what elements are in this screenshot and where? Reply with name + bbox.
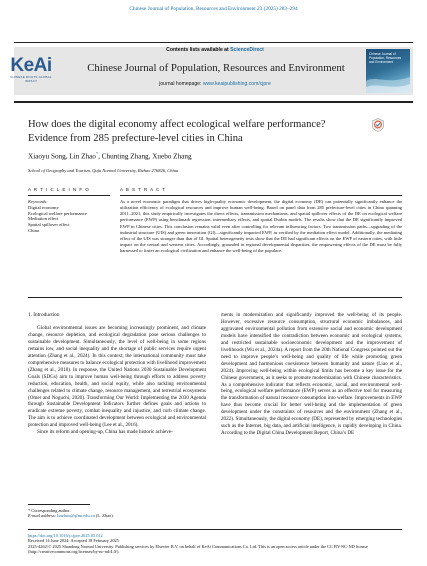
author-list	[28, 151, 192, 160]
title-line-2: Evidence from 285 prefecture-level cities in China	[28, 132, 243, 144]
email-label: E-mail address:	[28, 513, 58, 519]
contents-line	[80, 47, 350, 53]
license-statement: 2325-4262/© 2025 Shandong Normal University. Publishing services by Elsevier B.V. on behalf of KeAi Communications Co. Ltd. This is an open access article under the CC BY-NC-ND license (http://creativecommons.org/licenses/by-nc-nd/4.0/).	[28, 543, 368, 554]
keyword-list	[28, 205, 87, 234]
intro-paragraph-2: Since its reform and opening-up, China has made historic achieve-	[37, 429, 173, 436]
received-dates: Received 14 June 2024; Accepted 18 February 2025	[28, 538, 119, 544]
keywords-label: Keywords:	[28, 199, 48, 204]
check-for-updates-icon[interactable]	[372, 118, 384, 132]
cover-title: Chinese Journal of Population, Resources and Environment	[369, 52, 402, 64]
journal-title: Chinese Journal of Population, Resources and Environment	[87, 62, 345, 74]
journal-cover-image[interactable]	[366, 49, 410, 93]
authors-lead: Xiaoyu Song, Lin Zhao	[28, 152, 96, 161]
abstract-rule	[120, 195, 402, 196]
abstract-bottom-rule	[28, 297, 402, 298]
keyword-item: Digital economy	[28, 205, 59, 210]
keyword-item: Ecological welfare performance	[28, 210, 87, 216]
article-title	[28, 118, 348, 145]
intro-right-column	[221, 312, 402, 437]
sciencedirect-link[interactable]: ScienceDirect	[230, 47, 264, 53]
keyword-item: China	[28, 227, 39, 233]
article-info-heading: A R T I C L E I N F O	[28, 187, 90, 192]
title-line-1: How does the digital economy affect ecological welfare performance?	[28, 119, 326, 130]
homepage-link[interactable]: www.keaipublishing.com/cjpre	[202, 81, 271, 87]
email-link[interactable]: linzhao@qfnu.edu.cn	[57, 513, 95, 519]
corresponding-author-mark[interactable]: *	[95, 151, 99, 156]
cover-wave-graphic	[366, 49, 410, 93]
intro-paragraph-1: Global environmental issues are becoming increasingly prominent, and climate change, resource depletion, and ecological degradation pose serious challenges to sustainable development. Simultaneously, the level of well-being in some regions remains low, and social inequality and the shortage of public services require urgent attention (Zhang et al., 2024). In this context, the international community must take comprehensive measures to balance ecological protection with livelihood improvement (Zhang et al., 2018). In response, the United Nations 2030 Sustainable Development Goals (SDGs) aim to improve human well-being through efforts to address poverty reduction, education, health, and social equity, while also tackling environmental challenges related to climate change, resource management, and terrestrial ecosystems (Omer and Noguchi, 2020). Transforming Our World: Implementing the 2030 Agenda through Sustainable Development Indicators further defines goals and actions to eradicate extreme poverty, combat inequality and injustice, and curb climate change. The aim is to achieve coordinated development between ecological and environmental protection and improved well-being (Lee et al., 2016).	[28, 325, 206, 429]
affiliation: School of Geography and Tourism, Qufu Normal University, Rizhao 276826, China	[28, 168, 179, 173]
header-top-rule	[14, 42, 413, 43]
keai-logo[interactable]	[10, 56, 52, 83]
abstract-heading: A B S T R A C T	[120, 187, 166, 192]
introduction-heading: 1. Introduction	[28, 312, 60, 318]
corresponding-author-note: * Corresponding author.	[28, 508, 71, 513]
keyword-item: Mediation effect	[28, 216, 59, 222]
article-metadata	[28, 533, 410, 554]
homepage-line	[80, 81, 350, 87]
logo-wordmark: KeAi	[10, 55, 52, 76]
doi-link[interactable]: https://doi.org/10.1016/j.cjpre.2025.05.012	[28, 533, 103, 538]
contents-prefix: Contents lists available at	[166, 47, 231, 53]
email-line	[28, 513, 114, 518]
intro-right-paragraph: ments in modernization and significantly improved the well-being of its people. However, excessive resource consumption, structural economic imbalances, and aggravated environmental pollution from extensive social and economic development models have intensified the contradiction between economic and ecological systems, and restricted sustainable socioeconomic development and the improvement of livelihoods (Wu et al., 2024a). A report from the 20th National Congress pointed out the need to improve people’s well-being and quality of life while promoting green development and harmonious coexistence between humanity and nature (Liao et al., 2024). Improving well-being within ecological limits has become a key issue for the Chinese government, as it seeks to promote modernization with Chinese characteristics. As a comprehensive indicator that reflects economic, social, and environmental well-being, ecological welfare performance (EWP) serves as an effective tool for measuring the transformation of natural resource consumption into welfare. Improvements in EWP have thus become crucial for better well-being and the implementation of green development under the constraints of resources and the environment (Zhang et al., 2022). Simultaneously, the digital economy (DE), represented by emerging technologies such as the Internet, big data, and artificial intelligence, is rapidly developing in China. According to the Digital China Development Report, China’s DE	[221, 312, 402, 437]
email-suffix: (L. Zhao).	[94, 513, 114, 519]
authors-tail: , Chunting Zhang, Xuebo Zhang	[98, 152, 192, 161]
intro-left-column	[28, 325, 206, 436]
keyword-item: Spatial spillover effect	[28, 222, 70, 228]
logo-tagline: CHINESE ROOTS GLOBAL IMPACT	[10, 75, 52, 83]
footnote	[28, 508, 114, 519]
journal-citation[interactable]: Chinese Journal of Population, Resources and Environment 23 (2025) 283–294	[129, 6, 298, 12]
article-info-rule	[28, 195, 110, 196]
abstract-text: As a novel economic paradigm that drives high-quality economic development, the digital economy (DE) can potentially significantly enhance the utilization efficiency of ecological resources and improve human well-being. Based on panel data from 285 prefecture-level cities in China spanning 2011–2021, this study empirically investigates the direct effects, transmission mechanisms, and spatial spillover effects of the DE on ecological welfare performance (EWP) using benchmark regression, intermediary effects, and spatial Durbin models. The results show that the DE significantly improved EWP in Chinese cities. This conclusion remains valid even after controlling for relevant influencing factors. Two transmission paths—upgrading of the industrial structure (UIS) and green innovation (GI)—significantly impacted EWP, as verified by the mediation effect model. Additionally, the mediating effect of the UIS was stronger than that of GI. Spatial heterogeneity tests show that the DE had significant effects on the EWP of eastern cities, with little impact on the central and western cities. Accordingly, grounded in regional developmental disparities, the empowering effects of the DE must be fully harnessed to foster an ecological civilization and enhance the well-being of the populace.	[120, 199, 402, 254]
homepage-prefix: journal homepage:	[159, 81, 203, 87]
header-bottom-rule	[14, 101, 413, 103]
